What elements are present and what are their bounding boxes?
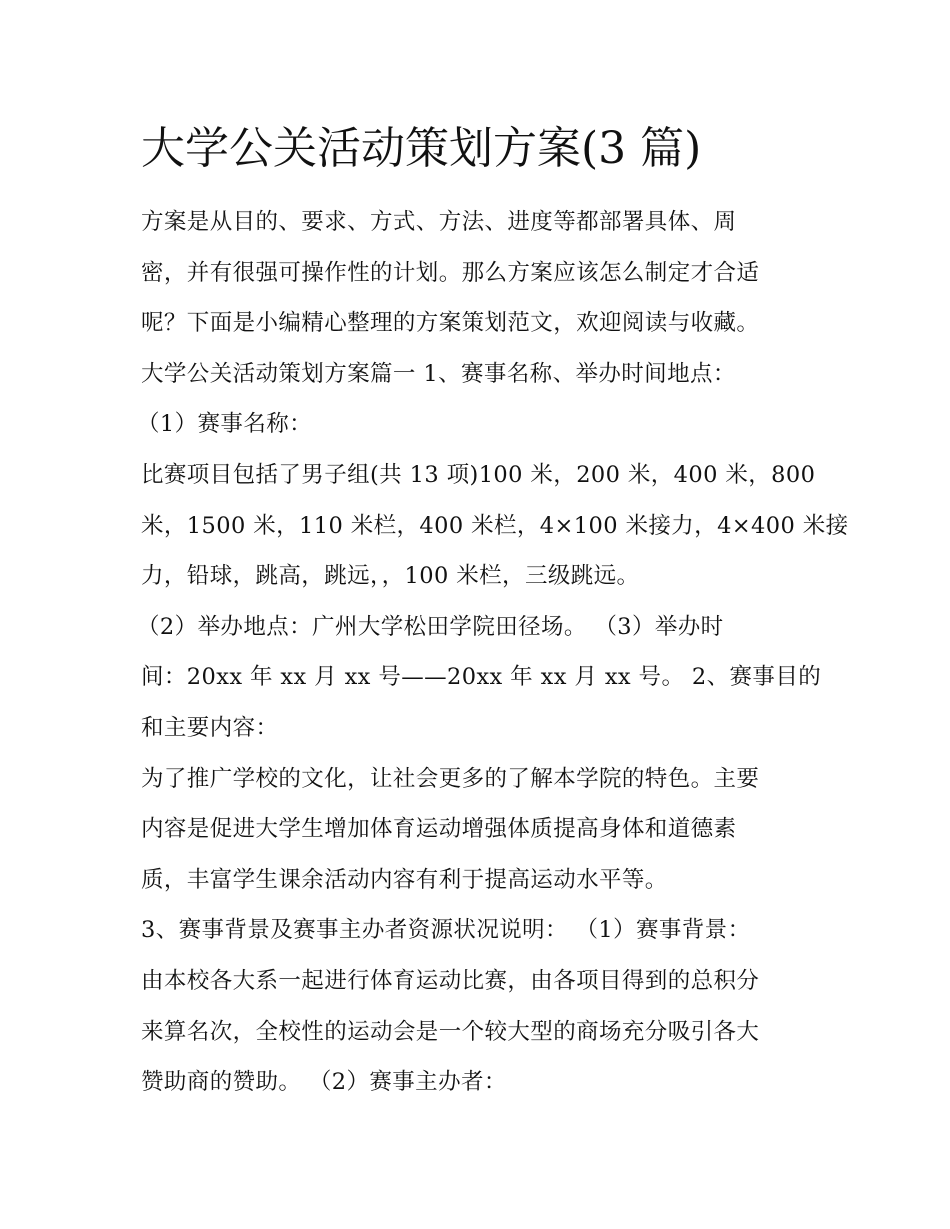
body-line: 密，并有很强可操作性的计划。那么方案应该怎么制定才合适: [141, 259, 760, 286]
body-line: 3、赛事背景及赛事主办者资源状况说明： （1）赛事背景：: [141, 917, 751, 944]
body-line: 为了推广学校的文化，让社会更多的了解本学院的特色。主要: [141, 765, 760, 792]
body-line: 米，1500 米，110 米栏，400 米栏，4×100 米接力，4×400 米接: [141, 512, 849, 539]
body-line: 间：20xx 年 xx 月 xx 号——20xx 年 xx 月 xx 号。 2、赛事目的: [141, 664, 822, 691]
body-line: 赞助商的赞助。 （2）赛事主办者：: [141, 1069, 507, 1096]
body-line: （2）举办地点：广州大学松田学院田径场。 （3）举办时: [137, 613, 724, 640]
body-line: 力，铅球，跳高，跳远，，100 米栏，三级跳远。: [141, 563, 640, 590]
document-title: 大学公关活动策划方案(3 篇): [141, 123, 702, 174]
body-line: 呢？下面是小编精心整理的方案策划范文，欢迎阅读与收藏。: [141, 310, 760, 337]
body-line: 由本校各大系一起进行体育运动比赛，由各项目得到的总积分: [141, 967, 760, 994]
body-line: （1）赛事名称：: [137, 411, 313, 438]
body-line: 大学公关活动策划方案篇一 1、赛事名称、举办时间地点：: [141, 360, 736, 387]
body-line: 内容是促进大学生增加体育运动增强体质提高身体和道德素: [141, 816, 737, 843]
body-line: 质，丰富学生课余活动内容有利于提高运动水平等。: [141, 866, 668, 893]
body-line: 和主要内容：: [141, 714, 279, 741]
body-line: 方案是从目的、要求、方式、方法、进度等都部署具体、周: [141, 209, 737, 235]
body-line: 比赛项目包括了男子组(共 13 项)100 米，200 米，400 米，800: [141, 461, 816, 488]
document-body: [137, 197, 849, 1108]
body-line: 来算名次，全校性的运动会是一个较大型的商场充分吸引各大: [141, 1018, 760, 1045]
